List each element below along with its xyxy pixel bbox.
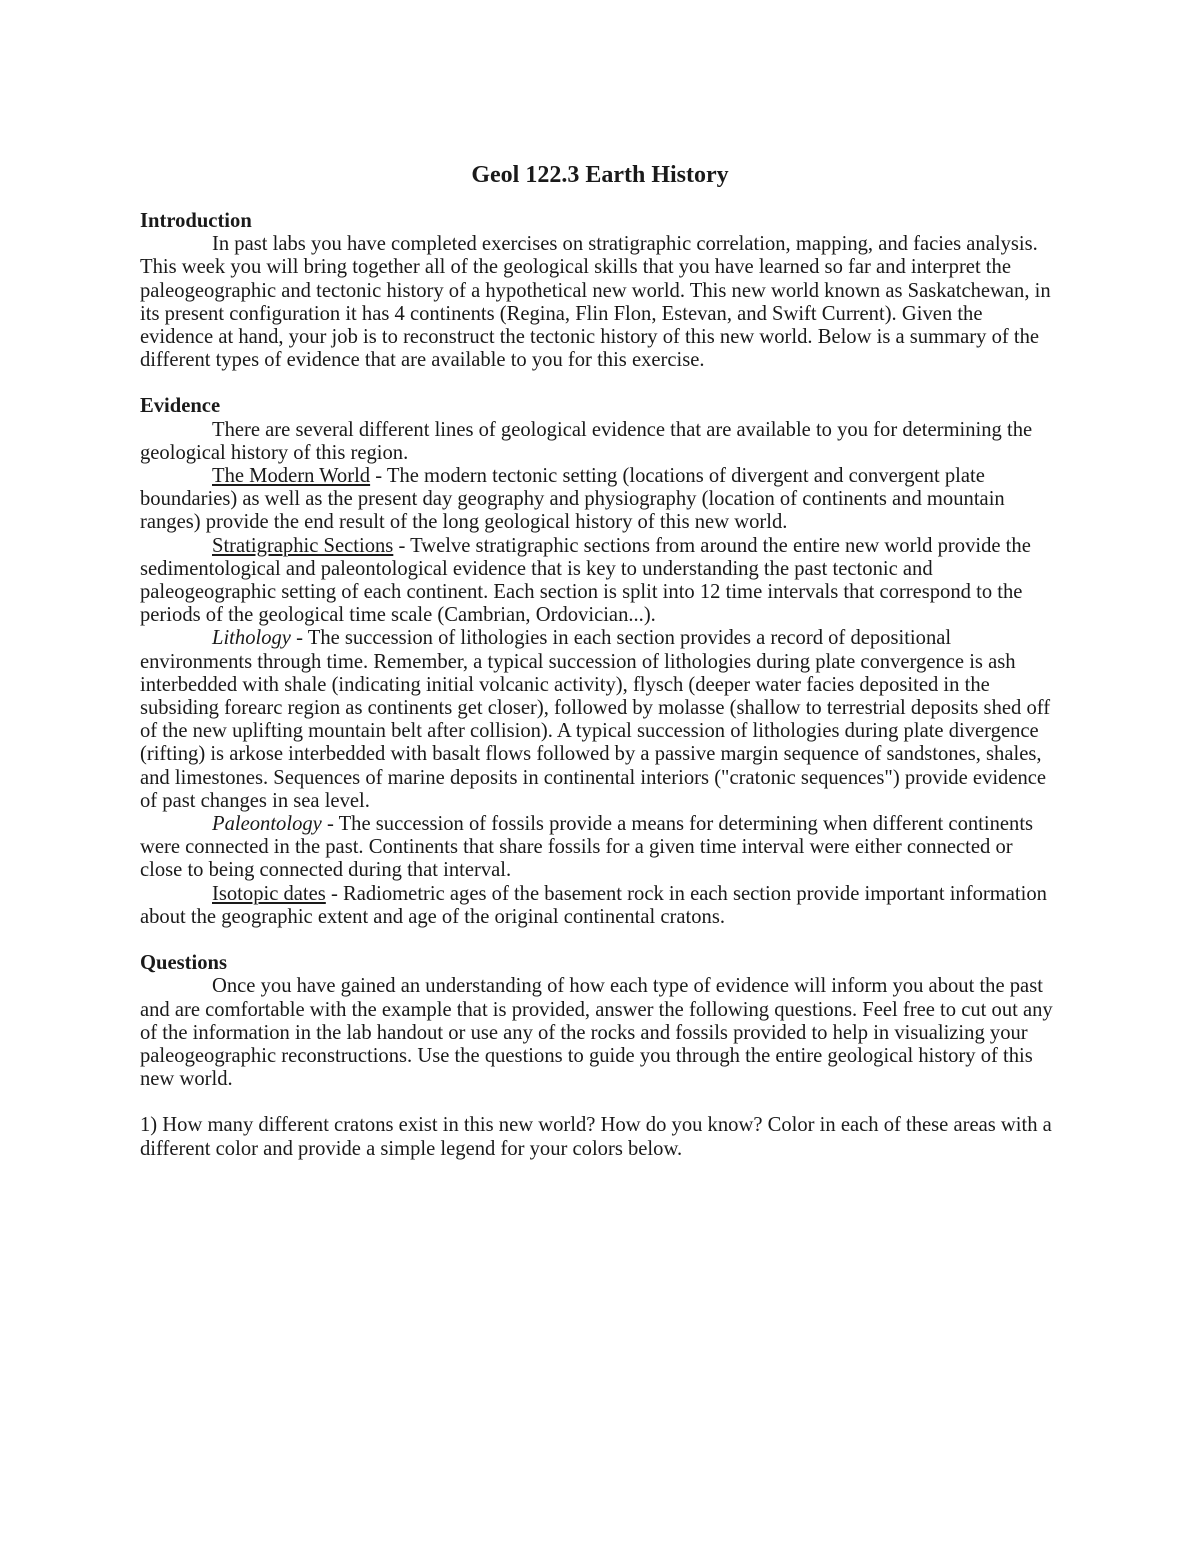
evidence-term-paleontology: Paleontology xyxy=(212,813,322,836)
introduction-heading: Introduction xyxy=(140,210,252,232)
evidence-term-lithology: Lithology xyxy=(212,627,291,650)
evidence-text-paleontology: - The succession of fossils provide a means for determining when different continents were connected in the past. Continents that share fossils for a given time interval were either connected or close to being connected during that interval. xyxy=(140,813,1034,882)
evidence-text-modern-world: - The modern tectonic setting (locations of divergent and convergent plate boundaries) as well as the present day geography and physiography (location of continents and mountain ranges) provide the end result of the long geological history of this new world. xyxy=(140,465,1005,534)
evidence-heading: Evidence xyxy=(140,395,221,418)
questions-heading: Questions xyxy=(140,952,227,975)
document-title: Geol 122.3 Earth History xyxy=(471,162,729,188)
evidence-item-stratigraphic-sections xyxy=(140,535,1060,628)
introduction-section xyxy=(140,210,1060,372)
evidence-term-isotopic-dates: Isotopic dates xyxy=(212,882,326,905)
evidence-text-isotopic-dates: - Radiometric ages of the basement rock in each section provide important information about the geographic extent and age of the original continental cratons. xyxy=(140,882,1047,928)
evidence-item-isotopic-dates xyxy=(140,883,1060,929)
introduction-paragraph: In past labs you have completed exercises on stratigraphic correlation, mapping, and facies analysis. This week you will bring together all of the geological skills that you have learned so far and interpret the paleogeographic and tectonic history of a hypothetical new world. This new world known as Saskatchewan, in its present configuration it has 4 continents (Regina, Flin Flon, Estevan, and Swift Current). Given the evidence at hand, your job is to reconstruct the tectonic history of this new world. Below is a summary of the different types of evidence that are available to you for this exercise. xyxy=(140,233,1051,372)
evidence-term-stratigraphic-sections: Stratigraphic Sections xyxy=(212,534,394,557)
evidence-item-lithology xyxy=(140,627,1060,813)
questions-intro: Once you have gained an understanding of how each type of evidence will inform you about the past and are comfortable with the example that is provided, answer the following questions. Feel free to cut out any of the information in the lab handout or use any of the rocks and fossils provided to help in visualizing your paleogeographic reconstructions. Use the questions to guide you through the entire geological history of this new world. xyxy=(140,975,1053,1091)
evidence-item-paleontology xyxy=(140,813,1060,883)
question-1: 1) How many different cratons exist in this new world? How do you know? Color in each of these areas with a different color and provide a simple legend for your colors below. xyxy=(140,1114,1052,1160)
evidence-section xyxy=(140,395,1060,929)
document-page xyxy=(140,160,1060,1161)
evidence-term-modern-world: The Modern World xyxy=(212,465,371,488)
evidence-item-modern-world xyxy=(140,465,1060,535)
questions-section xyxy=(140,952,1060,1161)
evidence-text-lithology: - The succession of lithologies in each section provides a record of depositional environments through time. Remember, a typical succession of lithologies during plate convergence is ash interbedded with shale (indicating initial volcanic activity), flysch (deeper water facies deposited in the subsiding forearc region as continents get closer), followed by molasse (shallow to terrestrial deposits shed off of the new uplifting mountain belt after collision). A typical succession of lithologies during plate divergence (rifting) is arkose interbedded with basalt flows followed by a passive margin sequence of sandstones, shales, and limestones. Sequences of marine deposits in continental interiors ("cratonic sequences") provide evidence of past changes in sea level. xyxy=(140,627,1051,812)
evidence-intro: There are several different lines of geological evidence that are available to you for determining the geological history of this region. xyxy=(140,418,1033,464)
evidence-text-stratigraphic-sections: - Twelve stratigraphic sections from around the entire new world provide the sedimentological and paleontological evidence that is key to understanding the past tectonic and paleogeographic setting of each continent. Each section is split into 12 time intervals that correspond to the periods of the geological time scale (Cambrian, Ordovician...). xyxy=(140,534,1031,627)
